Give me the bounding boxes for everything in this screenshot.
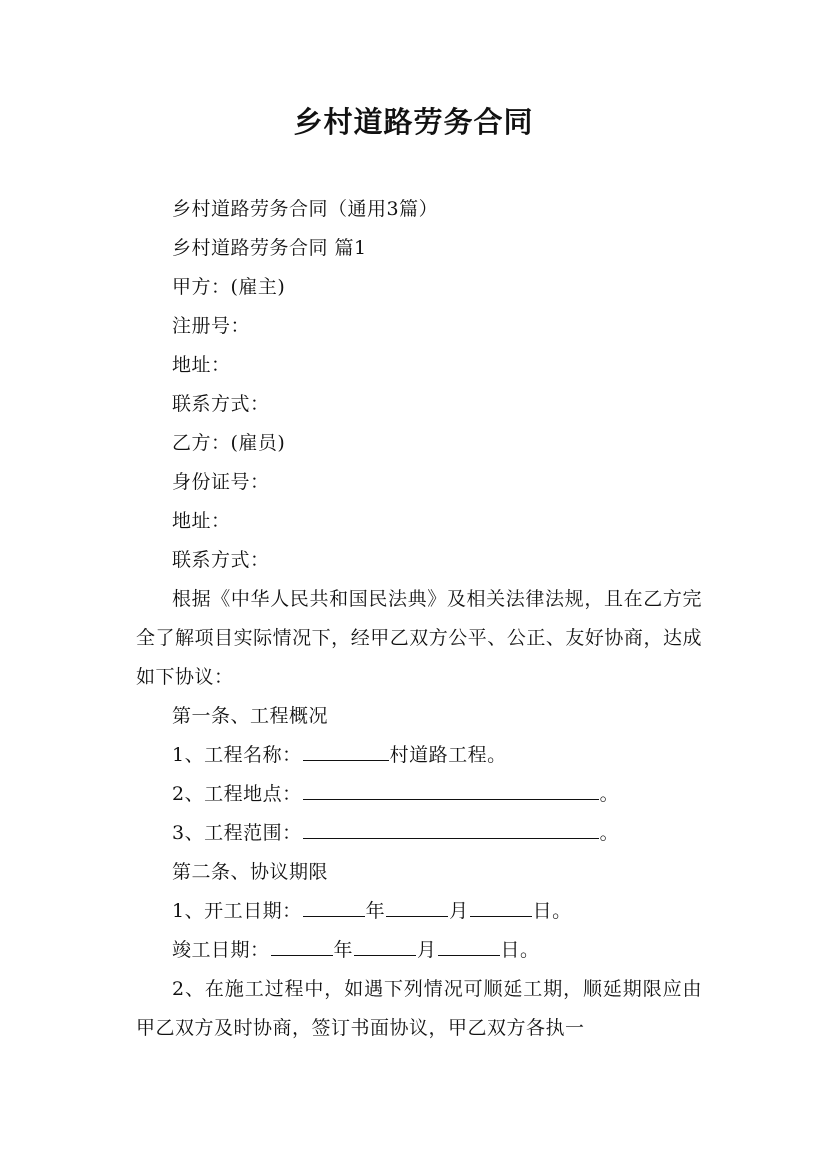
party-b-address-label: 地址： (172, 510, 231, 532)
end-year-label: 年 (333, 939, 354, 961)
party-b-label: 乙方：(雇员) (172, 432, 286, 454)
preamble-paragraph: 根据《中华人民共和国民法典》及相关法律法规，且在乙方完全了解项目实际情况下，经甲乙双方公平、公正、友好协商，达成如下协议： (136, 588, 702, 688)
project-scope-label: 3、工程范围： (172, 822, 302, 844)
party-a-contact-label: 联系方式： (172, 393, 270, 415)
start-month-label: 月 (449, 900, 469, 922)
article-2-heading: 第二条、协议期限 (172, 861, 329, 883)
project-name-line (136, 736, 702, 775)
start-year-blank (303, 894, 365, 917)
registration-number-label: 注册号： (172, 315, 251, 337)
party-a-label: 甲方：(雇主) (172, 276, 286, 298)
project-location-line (136, 775, 702, 814)
project-location-label: 2、工程地点： (172, 783, 302, 805)
id-number-label: 身份证号： (172, 471, 270, 493)
subtitle: 乡村道路劳务合同（通用3篇） (172, 198, 439, 220)
end-month-label: 月 (417, 939, 437, 961)
end-day-label: 日。 (500, 939, 540, 961)
end-day-blank (438, 933, 500, 956)
end-date-line (136, 931, 702, 970)
document-title: 乡村道路劳务合同 (293, 105, 534, 139)
project-name-suffix: 村道路工程。 (389, 744, 507, 766)
document-body (136, 190, 702, 1048)
project-scope-line (136, 814, 702, 853)
project-scope-blank (303, 816, 599, 839)
party-b-contact-label: 联系方式： (172, 549, 270, 571)
start-date-line (136, 892, 702, 931)
project-scope-suffix: 。 (599, 822, 620, 844)
end-month-blank (354, 933, 416, 956)
start-day-label: 日。 (532, 900, 572, 922)
article-1-heading: 第一条、工程概况 (172, 705, 329, 727)
project-name-blank (303, 738, 389, 761)
start-day-blank (470, 894, 532, 917)
end-year-blank (271, 933, 333, 956)
project-location-suffix: 。 (599, 783, 620, 805)
start-year-label: 年 (365, 900, 386, 922)
section-heading: 乡村道路劳务合同 篇1 (172, 237, 367, 259)
start-date-label: 1、开工日期： (172, 900, 302, 922)
project-name-label: 1、工程名称： (172, 744, 302, 766)
project-location-blank (303, 777, 599, 800)
end-date-label: 竣工日期： (172, 939, 270, 961)
start-month-blank (386, 894, 448, 917)
party-a-address-label: 地址： (172, 354, 231, 376)
clause-2-paragraph: 2、在施工过程中，如遇下列情况可顺延工期，顺延期限应由甲乙双方及时协商，签订书面协议，甲乙双方各执一 (136, 978, 702, 1039)
